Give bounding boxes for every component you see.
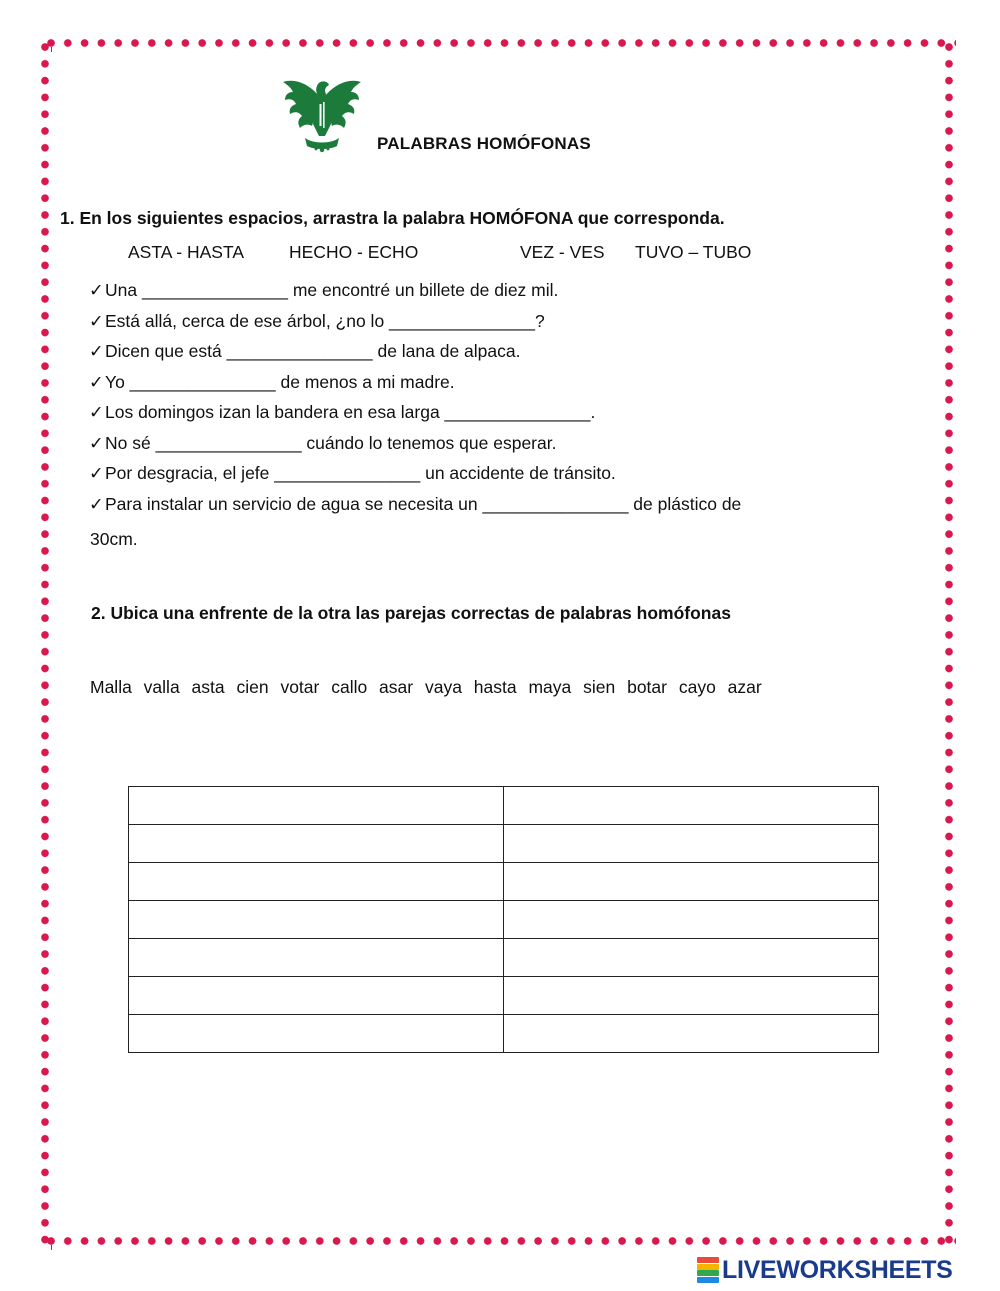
check-icon: ✓ <box>89 463 104 483</box>
pair-cell-right[interactable] <box>504 1015 879 1053</box>
question-1-prompt: 1. En los siguientes espacios, arrastra la palabra HOMÓFONA que corresponda. <box>60 208 725 228</box>
page-border-left <box>40 40 54 1252</box>
check-icon: ✓ <box>89 341 104 361</box>
question-2-prompt: 2. Ubica una enfrente de la otra las parejas correctas de palabras homófonas <box>91 603 731 623</box>
check-icon: ✓ <box>89 371 104 392</box>
pairs-table <box>128 786 879 1053</box>
sentence-item <box>89 340 741 371</box>
table-row <box>129 825 879 863</box>
sentence-continuation: 30cm. <box>90 529 138 549</box>
pair-cell-right[interactable] <box>504 901 879 939</box>
pair-cell-left[interactable] <box>129 977 504 1015</box>
pair-cell-left[interactable] <box>129 1015 504 1053</box>
check-icon: ✓ <box>89 310 104 331</box>
check-icon: ✓ <box>89 280 104 300</box>
sentence-item <box>89 493 741 524</box>
school-eagle-logo-icon <box>281 76 363 156</box>
sentence-text[interactable]: Está allá, cerca de ese árbol, ¿no lo _______________? <box>105 310 545 331</box>
sentence-item <box>89 371 741 402</box>
sentence-item <box>89 401 741 432</box>
sentence-text[interactable]: Una _______________ me encontré un billete de diez mil. <box>105 280 559 300</box>
sentence-text[interactable]: Yo _______________ de menos a mi madre. <box>105 371 455 392</box>
sentence-item <box>89 279 741 310</box>
option-hecho-echo[interactable]: HECHO - ECHO <box>289 242 419 262</box>
option-tuvo-tubo[interactable]: TUVO – TUBO <box>635 242 752 262</box>
word-bank[interactable]: Malla valla asta cien votar callo asar vaya hasta maya sien botar cayo azar <box>90 677 762 697</box>
option-vez-ves[interactable]: VEZ - VES <box>520 242 605 262</box>
page-border-top <box>44 38 956 52</box>
page-border-right <box>944 40 958 1252</box>
sentence-item <box>89 432 741 463</box>
pair-cell-right[interactable] <box>504 863 879 901</box>
page-border-bottom <box>44 1236 956 1250</box>
pair-cell-left[interactable] <box>129 825 504 863</box>
table-row <box>129 939 879 977</box>
sentence-text[interactable]: Los domingos izan la bandera en esa larga _______________. <box>105 402 596 422</box>
check-icon: ✓ <box>89 402 104 422</box>
pair-cell-left[interactable] <box>129 863 504 901</box>
pair-cell-right[interactable] <box>504 939 879 977</box>
sentence-item <box>89 310 741 341</box>
sentence-list <box>89 279 741 523</box>
page-title: PALABRAS HOMÓFONAS <box>377 134 591 153</box>
option-asta-hasta[interactable]: ASTA - HASTA <box>128 242 245 262</box>
sentence-item <box>89 462 741 493</box>
table-row <box>129 901 879 939</box>
liveworksheets-brand-text: LIVEWORKSHEETS <box>722 1255 953 1284</box>
table-row <box>129 977 879 1015</box>
sentence-text[interactable]: Dicen que está _______________ de lana de alpaca. <box>105 341 521 361</box>
table-row <box>129 1015 879 1053</box>
liveworksheets-badge-icon <box>697 1257 719 1283</box>
pair-cell-left[interactable] <box>129 787 504 825</box>
table-row <box>129 787 879 825</box>
pair-cell-right[interactable] <box>504 977 879 1015</box>
liveworksheets-logo <box>697 1255 953 1285</box>
check-icon: ✓ <box>89 493 104 514</box>
sentence-text[interactable]: Para instalar un servicio de agua se necesita un _______________ de plástico de <box>105 493 742 514</box>
pair-cell-left[interactable] <box>129 939 504 977</box>
pair-cell-right[interactable] <box>504 825 879 863</box>
sentence-text[interactable]: No sé _______________ cuándo lo tenemos que esperar. <box>105 432 557 453</box>
sentence-text[interactable]: Por desgracia, el jefe _______________ un accidente de tránsito. <box>105 463 616 483</box>
check-icon: ✓ <box>89 432 104 453</box>
pair-cell-right[interactable] <box>504 787 879 825</box>
pair-cell-left[interactable] <box>129 901 504 939</box>
table-row <box>129 863 879 901</box>
